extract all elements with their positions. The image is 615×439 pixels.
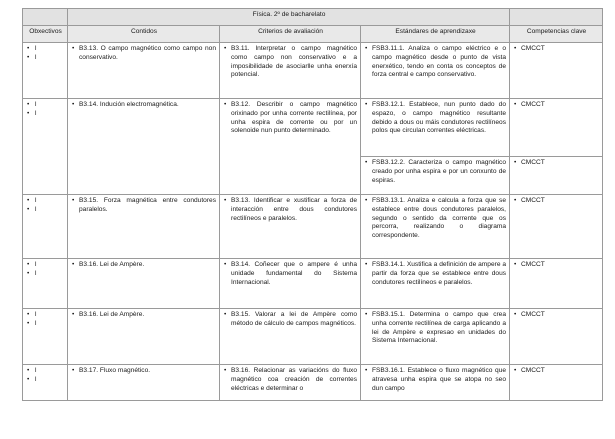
header-corner-cell-right xyxy=(510,9,603,26)
estandares-cell xyxy=(361,99,510,157)
bullet-icon: • xyxy=(72,367,75,374)
objective-mark: l xyxy=(35,261,37,268)
table-row xyxy=(23,365,603,401)
contidos-text: B3.14. Indución electromagnética. xyxy=(79,101,179,108)
bullet-icon: • xyxy=(514,261,517,268)
table-row xyxy=(23,259,603,309)
contidos-cell xyxy=(68,309,220,365)
criterios-text: B3.14. Coñecer que o ampere é unha unidade fundamental do Sistema Internacional. xyxy=(231,261,357,286)
bullet-icon: • xyxy=(27,45,30,52)
objectives-cell xyxy=(23,99,68,195)
objective-mark: l xyxy=(35,197,37,204)
estandares-text: FSB3.15.1. Determina o campo que crea unha corrente rectilínea de carga aplicando a lei de Ampère e expresao en unidades do Sistema Internacional. xyxy=(372,311,507,345)
objective-mark: l xyxy=(35,205,37,213)
table-title: Física. 2º de bacharelato xyxy=(68,9,510,26)
contidos-text: B3.15. Forza magnética entre condutores paralelos. xyxy=(79,197,216,213)
competencias-text: CMCCT xyxy=(521,367,545,374)
objectives-cell xyxy=(23,365,68,401)
bullet-icon: • xyxy=(224,367,227,374)
competencias-cell xyxy=(510,309,603,365)
table-row xyxy=(23,195,603,259)
column-header-criterios: Criterios de avaliación xyxy=(220,26,361,43)
bullet-icon: • xyxy=(224,101,227,108)
bullet-icon: • xyxy=(27,261,30,268)
objective-mark: l xyxy=(35,53,37,61)
bullet-icon: • xyxy=(72,311,75,318)
bullet-icon: • xyxy=(27,205,30,213)
bullet-icon: • xyxy=(365,367,368,374)
bullet-icon: • xyxy=(365,197,368,204)
bullet-icon: • xyxy=(514,197,517,204)
estandares-cell xyxy=(361,309,510,365)
competencias-text: CMCCT xyxy=(521,197,545,204)
curriculum-table-wrapper xyxy=(22,8,602,401)
estandares-text: FSB3.14.1. Xustifica a definición de ampere a partir da forza que se establece entre dous condutores rectilíneos e paralelos. xyxy=(372,261,507,286)
header-corner-cell xyxy=(23,9,68,26)
criterios-cell xyxy=(220,43,361,99)
bullet-icon: • xyxy=(365,101,368,108)
estandares-text: FSB3.13.1. Analiza e calcula a forza que se establece entre dous condutores paralelos, segundo o sentido da corrente que os percorra, realizando o diagrama correspondente. xyxy=(372,197,507,240)
estandares-cell xyxy=(361,365,510,401)
bullet-icon: • xyxy=(224,311,227,318)
competencias-cell xyxy=(510,157,603,195)
table-row xyxy=(23,99,603,157)
contidos-cell xyxy=(68,43,220,99)
bullet-icon: • xyxy=(514,367,517,374)
estandares-text: FSB3.11.1. Analiza o campo eléctrico e o campo magnético desde o punto de vista enerxético, tendo en conta os conceptos de forza central e campo conservativo. xyxy=(372,45,507,79)
contidos-cell xyxy=(68,259,220,309)
bullet-icon: • xyxy=(27,375,30,383)
bullet-icon: • xyxy=(224,261,227,268)
bullet-icon: • xyxy=(514,159,517,166)
bullet-icon: • xyxy=(27,319,30,327)
bullet-icon: • xyxy=(514,45,517,52)
bullet-icon: • xyxy=(365,261,368,268)
contidos-text: B3.16. Lei de Ampère. xyxy=(79,311,145,318)
criterios-cell xyxy=(220,99,361,195)
column-header-competencias: Competencias clave xyxy=(510,26,603,43)
estandares-cell xyxy=(361,195,510,259)
column-header-contidos: Contidos xyxy=(68,26,220,43)
objective-mark: l xyxy=(35,45,37,52)
competencias-cell xyxy=(510,365,603,401)
objectives-cell xyxy=(23,43,68,99)
contidos-cell xyxy=(68,99,220,195)
bullet-icon: • xyxy=(224,45,227,52)
competencias-text: CMCCT xyxy=(521,159,545,166)
criterios-text: B3.13. Identificar e xustificar a forza de interacción entre dous condutores rectilíneos e paralelos. xyxy=(231,197,357,222)
bullet-icon: • xyxy=(72,261,75,268)
criterios-text: B3.15. Valorar a lei de Ampère como método de cálculo de campos magnéticos. xyxy=(231,311,357,327)
bullet-icon: • xyxy=(514,311,517,318)
criterios-cell xyxy=(220,259,361,309)
estandares-cell xyxy=(361,157,510,195)
contidos-text: B3.13. O campo magnético como campo non conservativo. xyxy=(79,45,216,61)
curriculum-table xyxy=(22,8,603,401)
estandares-text: FSB3.12.2. Caracteriza o campo magnético creado por unha espira e por un conxunto de espiras. xyxy=(372,159,507,184)
criterios-text: B3.11. Interpretar o campo magnético como campo non conservativo e a imposibilidade de asociarlle unha enerxía potencial. xyxy=(231,45,357,79)
competencias-text: CMCCT xyxy=(521,261,545,268)
objective-mark: l xyxy=(35,319,37,327)
objective-mark: l xyxy=(35,269,37,277)
bullet-icon: • xyxy=(365,311,368,318)
competencias-text: CMCCT xyxy=(521,45,545,52)
bullet-icon: • xyxy=(27,109,30,117)
criterios-text: B3.16. Relacionar as variacións do fluxo magnético coa creación de correntes eléctricas e determinar o xyxy=(231,367,357,392)
objective-mark: l xyxy=(35,311,37,318)
estandares-text: FSB3.16.1. Establece o fluxo magnético que atravesa unha espira que se atopa no seo dun campo xyxy=(372,367,507,392)
bullet-icon: • xyxy=(27,101,30,108)
contidos-text: B3.16. Lei de Ampère. xyxy=(79,261,145,268)
objective-mark: l xyxy=(35,101,37,108)
estandares-cell xyxy=(361,259,510,309)
competencias-cell xyxy=(510,195,603,259)
table-row xyxy=(23,43,603,99)
bullet-icon: • xyxy=(72,45,75,52)
criterios-cell xyxy=(220,309,361,365)
criterios-cell xyxy=(220,195,361,259)
bullet-icon: • xyxy=(514,101,517,108)
objectives-cell xyxy=(23,259,68,309)
competencias-text: CMCCT xyxy=(521,101,545,108)
column-header-obxectivos: Obxectivos xyxy=(23,26,68,43)
criterios-text: B3.12. Describir o campo magnético orixinado por unha corrente rectilínea, por unha espira de corrente ou por un solenoide nun punto determinado. xyxy=(231,101,357,135)
contidos-cell xyxy=(68,365,220,401)
bullet-icon: • xyxy=(27,197,30,204)
objective-mark: l xyxy=(35,375,37,383)
bullet-icon: • xyxy=(365,159,368,166)
bullet-icon: • xyxy=(27,53,30,61)
competencias-text: CMCCT xyxy=(521,311,545,318)
objectives-cell xyxy=(23,195,68,259)
contidos-text: B3.17. Fluxo magnético. xyxy=(79,367,151,374)
table-row xyxy=(23,309,603,365)
objectives-cell xyxy=(23,309,68,365)
bullet-icon: • xyxy=(27,269,30,277)
column-header-estandares: Estándares de aprendizaxe xyxy=(361,26,510,43)
criterios-cell xyxy=(220,365,361,401)
bullet-icon: • xyxy=(365,45,368,52)
objective-mark: l xyxy=(35,109,37,117)
objective-mark: l xyxy=(35,367,37,374)
competencias-cell xyxy=(510,99,603,157)
contidos-cell xyxy=(68,195,220,259)
competencias-cell xyxy=(510,43,603,99)
bullet-icon: • xyxy=(27,367,30,374)
bullet-icon: • xyxy=(72,101,75,108)
bullet-icon: • xyxy=(27,311,30,318)
estandares-cell xyxy=(361,43,510,99)
bullet-icon: • xyxy=(72,197,75,204)
competencias-cell xyxy=(510,259,603,309)
bullet-icon: • xyxy=(224,197,227,204)
estandares-text: FSB3.12.1. Establece, nun punto dado do espazo, o campo magnético resultante debido a dous ou máis condutores rectilíneos polos que circulan correntes eléctricas. xyxy=(372,101,507,135)
